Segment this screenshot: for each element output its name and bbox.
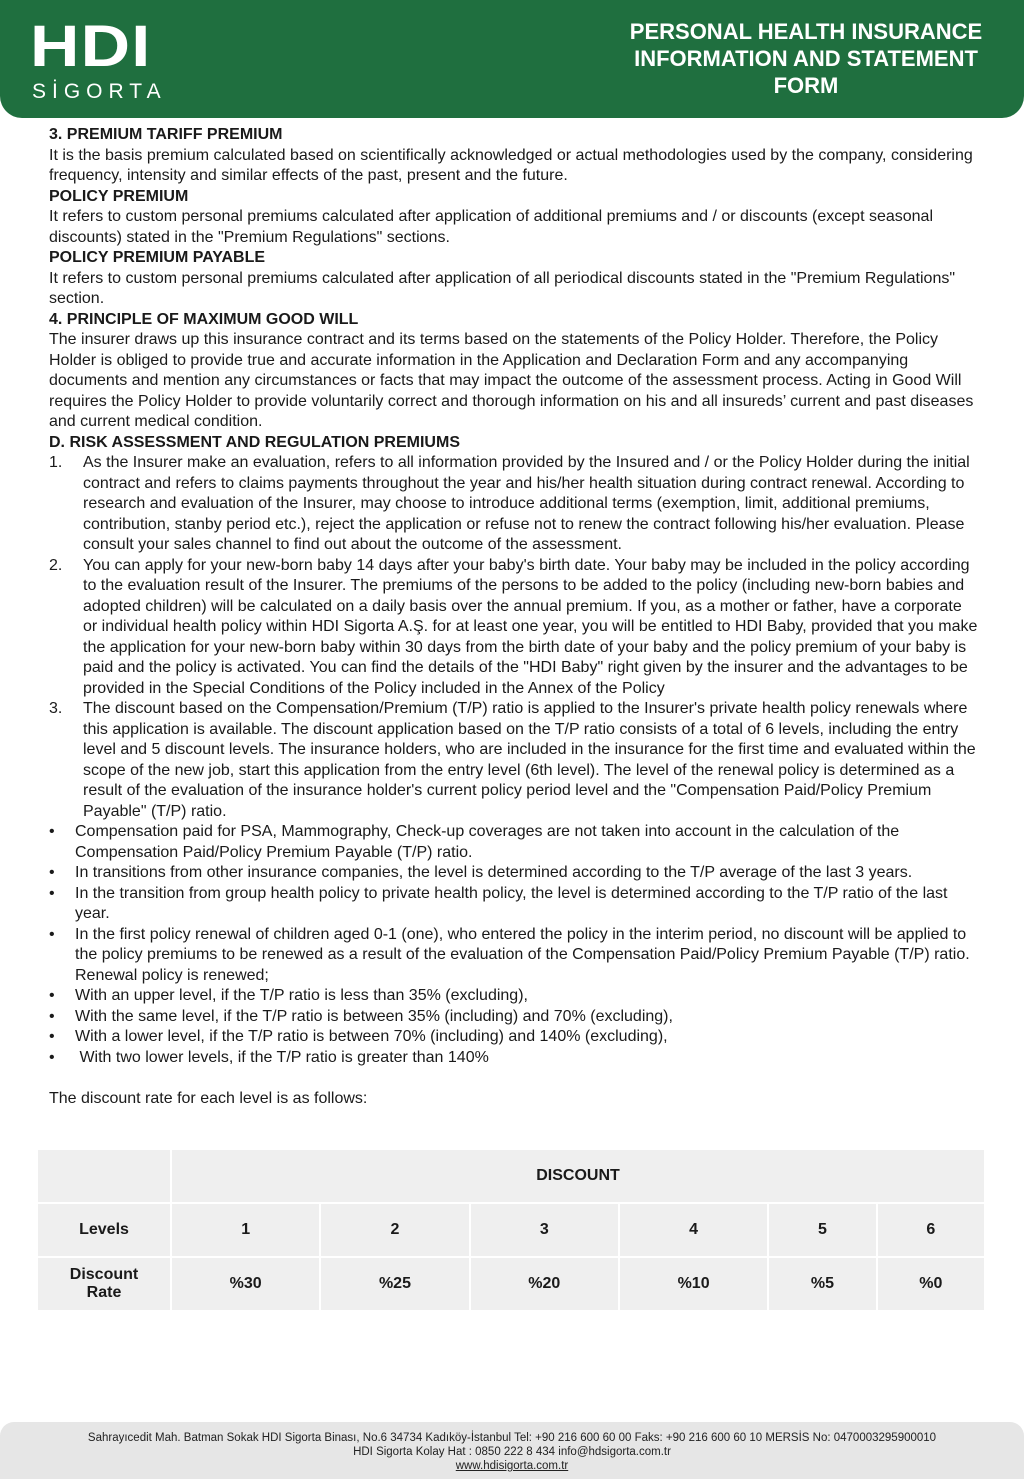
bullet-item — [49, 1007, 979, 1028]
form-title — [600, 18, 1012, 99]
bullet-text: With a lower level, if the T/P ratio is between 70% (including) and 140% (excluding), — [75, 1028, 668, 1045]
bullet-item — [49, 925, 979, 987]
level-cell: 5 — [769, 1204, 875, 1256]
item-text: The discount based on the Compensation/Premium (T/P) ratio is applied to the Insurer's private health policy renewals where this application is available. The discount application based on the T/P ratio consists of a total of 6 levels, including the entry level and 5 discount levels. The insurance holders, who are included in the insurance for the first time and evaluated within the scope of the new job, start this application from the entry level (6th level). The level of the renewal policy is determined as a result of the evaluation of the insurance holder's current policy period level and the "Compensation Paid/Policy Premium Payable" (T/P) ratio. — [83, 700, 976, 820]
level-cell: 3 — [471, 1204, 618, 1256]
bullet-text: Compensation paid for PSA, Mammography, Check-up coverages are not taken into account in the calculation of the Compensation Paid/Policy Premium Payable (T/P) ratio. — [75, 823, 900, 861]
item-text: As the Insurer make an evaluation, refers to all information provided by the Insured and / or the Policy Holder during the initial contract and refers to claims payments throughout the year and his/her health situation during contract renewal. According to research and evaluation of the Insurer, may choose to introduce additional terms (exemption, limit, additional premiums, contribution, stanby period etc.), reject the application or refuse not to renew the contract following his/her evaluation. Please consult your sales channel to find out about the outcome of the assessment. — [83, 454, 970, 553]
form-title-line: INFORMATION AND STATEMENT — [634, 46, 978, 71]
rate-cell: %10 — [620, 1258, 767, 1310]
footer-contact: HDI Sigorta Kolay Hat : 0850 222 8 434 info@hdsigorta.com.tr — [353, 1446, 671, 1458]
bullet-text: With two lower levels, if the T/P ratio is greater than 140% — [75, 1048, 489, 1066]
rate-cell: %20 — [471, 1258, 618, 1310]
bullet-icon: • — [49, 925, 55, 943]
spacer — [49, 1068, 979, 1089]
bullet-icon: • — [49, 823, 55, 840]
rate-cell: %30 — [172, 1258, 319, 1310]
rates-row — [38, 1258, 984, 1310]
numbered-item — [49, 699, 979, 822]
logo-text-sub: SİGORTA — [32, 80, 167, 103]
bullet-text: With an upper level, if the T/P ratio is less than 35% (excluding), — [75, 987, 528, 1004]
rate-label-line: Discount — [69, 1266, 139, 1283]
item-number: 1. — [49, 454, 63, 471]
bullet-text: In transitions from other insurance companies, the level is determined according to the T/P average of the last 3 years. — [75, 864, 913, 881]
footer-website-link[interactable]: www.hdisigorta.com.tr — [455, 1460, 569, 1472]
item-number: 2. — [49, 556, 63, 574]
numbered-item — [49, 556, 979, 700]
section-heading: 3. PREMIUM TARIFF PREMIUM — [49, 126, 283, 143]
level-cell: 4 — [620, 1204, 767, 1256]
bullet-item — [49, 863, 979, 884]
paragraph: It refers to custom personal premiums calculated after application of additional premiums and / or discounts (except seasonal discounts) stated in the "Premium Regulations" sections. — [49, 208, 933, 246]
bullet-item — [49, 1027, 979, 1048]
section-heading: 4. PRINCIPLE OF MAXIMUM GOOD WILL — [49, 310, 359, 328]
paragraph: It is the basis premium calculated based on scientifically acknowledged or actual methodologies used by the company, considering frequency, intensity and similar effects of the past, present and the future. — [49, 146, 973, 184]
form-title-line: PERSONAL HEALTH INSURANCE — [629, 19, 983, 44]
rate-cell: %0 — [878, 1258, 984, 1310]
bullet-icon: • — [49, 1048, 55, 1066]
bullet-icon: • — [49, 1007, 55, 1025]
discount-header: DISCOUNT — [172, 1150, 984, 1202]
paragraph: It refers to custom personal premiums calculated after application of all periodical discounts stated in the "Premium Regulations" section. — [49, 269, 956, 307]
bullet-icon: • — [49, 987, 55, 1004]
discount-table — [36, 1148, 986, 1312]
document-body — [49, 125, 979, 1109]
bullet-item — [49, 1048, 979, 1069]
bullet-item — [49, 822, 979, 863]
page-header — [0, 0, 1024, 118]
bullet-list — [49, 822, 979, 1068]
bullet-text: With the same level, if the T/P ratio is between 35% (including) and 70% (excluding), — [75, 1007, 673, 1025]
section-heading: POLICY PREMIUM — [49, 187, 189, 205]
numbered-item — [49, 453, 979, 556]
footer-address: Sahrayıcedit Mah. Batman Sokak HDI Sigorta Binası, No.6 34734 Kadıköy-İstanbul Tel: +90 216 600 60 00 Faks: +90 216 600 60 10 MERSİS No: 0470003295900010 — [87, 1432, 937, 1444]
level-cell: 6 — [878, 1204, 984, 1256]
numbered-list — [49, 453, 979, 822]
rate-cell: %25 — [321, 1258, 468, 1310]
paragraph: The insurer draws up this insurance contract and its terms based on the statements of the Policy Holder. Therefore, the Policy Holder is obliged to provide true and accurate information in the Application and Declaration Form and any accompanying documents and mention any circumstances or facts that may impact the outcome of the assessment process. Acting in Good Will requires the Policy Holder to provide voluntarily correct and thorough information on his and all insureds’ current and past diseases and current medical condition. — [49, 331, 974, 430]
item-number: 3. — [49, 700, 63, 717]
level-cell: 1 — [172, 1204, 319, 1256]
table-intro: The discount rate for each level is as follows: — [49, 1089, 368, 1107]
bullet-icon: • — [49, 1028, 55, 1045]
bullet-icon: • — [49, 884, 55, 902]
bullet-item — [49, 884, 979, 925]
item-text: You can apply for your new-born baby 14 days after your baby's birth date. Your baby may be included in the policy according to the evaluation result of the Insurer. The premiums of the persons to be added to the policy (including new-born babies and adopted children) will be calculated on a daily basis over the annual premium. If you, as a mother or father, have a corporate or individual health policy within HDI Sigorta A.Ş. for at least one year, you will be entitled to HDI Baby, provided that you make the application for your new-born baby within 30 days from the birth date of your baby and the policy premium of your baby is paid and the policy is activated. You can find the details of the "HDI Baby" right given by the insurer and the advantages to be provided in the Special Conditions of the Policy included in the Annex of the Policy — [83, 556, 978, 697]
rate-label-line: Rate — [86, 1284, 122, 1301]
rate-label — [38, 1258, 170, 1310]
table-corner-cell — [38, 1150, 170, 1202]
levels-label: Levels — [38, 1204, 170, 1256]
levels-row — [38, 1204, 984, 1256]
bullet-item — [49, 986, 979, 1007]
bullet-icon: • — [49, 864, 55, 881]
page-footer — [0, 1422, 1024, 1479]
bullet-text: In the first policy renewal of children aged 0-1 (one), who entered the policy in the interim period, no discount will be applied to the policy premiums to be renewed as a result of the evaluation of the Compensation Paid/Policy Premium Payable (T/P) ratio. Renewal policy is renewed; — [75, 925, 970, 984]
section-heading: D. RISK ASSESSMENT AND REGULATION PREMIUMS — [49, 433, 460, 451]
table-header-row — [38, 1150, 984, 1202]
form-title-line: FORM — [773, 73, 839, 98]
level-cell: 2 — [321, 1204, 468, 1256]
bullet-text: In the transition from group health policy to private health policy, the level is determined according to the T/P ratio of the last year. — [75, 884, 948, 922]
logo-text-main: HDI — [30, 14, 152, 79]
hdi-sigorta-logo — [30, 14, 167, 103]
rate-cell: %5 — [769, 1258, 875, 1310]
section-heading: POLICY PREMIUM PAYABLE — [49, 249, 266, 266]
